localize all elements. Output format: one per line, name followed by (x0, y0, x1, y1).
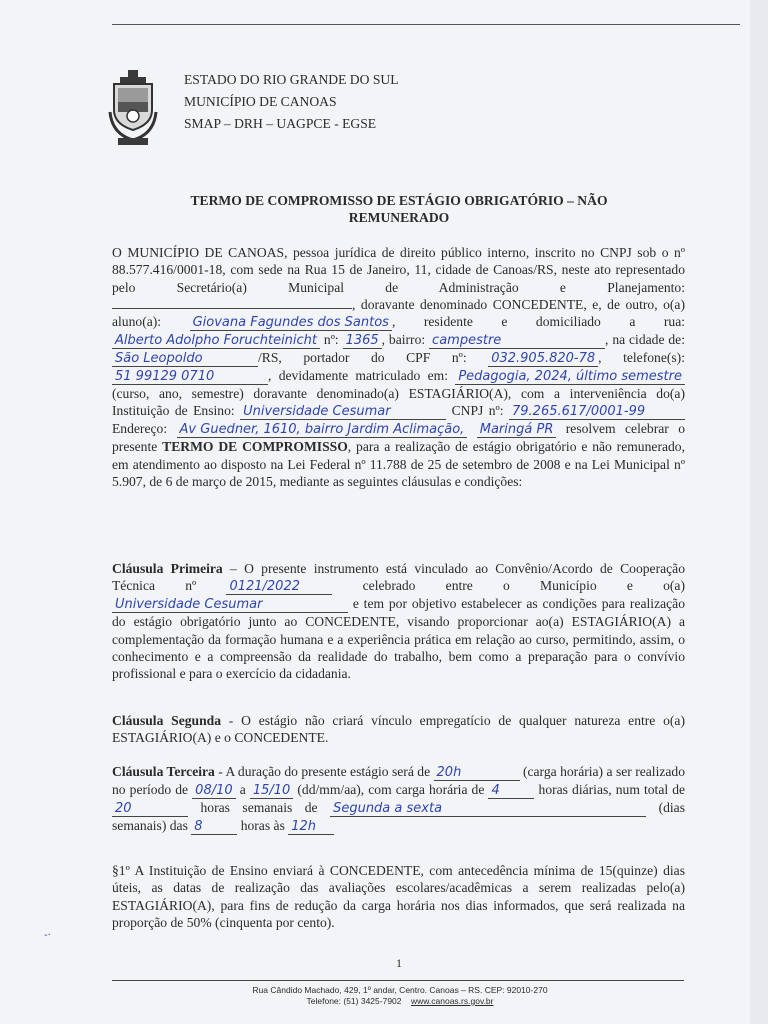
footer-rule (112, 980, 684, 981)
start-date-field: 08/10 (192, 784, 235, 799)
weekly-hours-field: 20 (112, 802, 188, 817)
header-state: ESTADO DO RIO GRANDE DO SUL (184, 72, 399, 87)
agreement-number-field: 0121/2022 (226, 580, 332, 595)
intro-text: , para a realização de estágio obrigatório e não remunerado, em atendimento ao disposto na Lei Federal nº 11.788 de 25 de setembro de 2008 e na Lei Municipal nº 5.907, de 6 de março de 2015, mediante as seguintes cláusulas e condições: (112, 439, 685, 490)
footer-contact (220, 996, 580, 1007)
address-field: Av Guedner, 1610, bairro Jardim Aclimação, (177, 423, 468, 438)
address-line-2-field: Maringá PR (477, 423, 557, 438)
start-time-field: 8 (191, 820, 237, 835)
intro-text: Endereço: (112, 421, 168, 437)
clause-text: a (239, 782, 246, 797)
intro-text: , bairro: (381, 332, 426, 348)
city-field: São Leopoldo (112, 352, 258, 367)
house-number-field: 1365 (343, 334, 382, 349)
end-time-field: 12h (288, 820, 334, 835)
clause-text: horas semanais de (200, 800, 318, 815)
clause-second-heading: Cláusula Segunda (112, 713, 222, 728)
total-hours-field: 20h (434, 766, 520, 781)
coat-of-arms-icon (108, 68, 158, 148)
cpf-field: 032.905.820-78 (488, 352, 598, 367)
footer-phone: Telefone: (51) 3425-7902 (306, 996, 402, 1006)
clause-text: - O estágio não criará vínculo empregatício de qualquer natureza entre o(a) ESTAGIÁRIO(A) e o CONCEDENTE. (112, 713, 685, 746)
clause-first-heading: Cláusula Primeira (112, 561, 223, 576)
agreement-term-name: TERMO DE COMPROMISSO (162, 439, 348, 455)
intro-text: , devidamente matriculado em: (268, 368, 449, 384)
clause-text: horas diárias, num total de (538, 782, 686, 797)
intro-text: , residente e domiciliado a rua: (391, 314, 685, 330)
footer (220, 985, 580, 1007)
cnpj-field: 79.265.617/0001-99 (509, 405, 685, 420)
header-municipality: MUNICÍPIO DE CANOAS (184, 94, 337, 109)
header-departments: SMAP – DRH – UAGPCE - EGSE (184, 116, 377, 131)
footer-website-link[interactable]: www.canoas.rs.gov.br (410, 996, 494, 1006)
title-line-1: TERMO DE COMPROMISSO DE ESTÁGIO OBRIGATÓRIO – NÃO (190, 193, 608, 208)
clause-text: (carga horária) a ser realizado no período de (112, 764, 686, 797)
clause-text: - A duração do presente estágio será de (214, 764, 431, 779)
street-field: Alberto Adolpho Foruchteinicht (112, 334, 320, 349)
clause-third (112, 763, 685, 835)
intro-paragraph (112, 244, 685, 490)
intro-text: /RS, portador do CPF nº: (258, 350, 467, 366)
clause-text: celebrado entre o Município e o(a) (362, 578, 685, 594)
institution-field: Universidade Cesumar (240, 405, 446, 420)
institution-header (184, 69, 399, 135)
clause-text: e tem por objetivo estabelecer as condições para realização do estágio obrigatório junto ao CONCEDENTE, visando proporcionar ao(a) ESTAGIÁRIO(A) a complementação da formação humana e a experiência prática em relação ao curso, permitindo, assim, o conhecimento e a compreensão da realidade do trabalho, bem como a preparação para o convívio profissional e para o exercício da cidadania. (112, 596, 685, 682)
end-date-field: 15/10 (250, 784, 293, 799)
intro-text: (curso, ano, semestre) doravante denominado(a) ESTAGIÁRIO(A), com a interveniência do(a) Instituição de Ensino: (112, 386, 685, 419)
course-field: Pedagogia, 2024, último semestre (455, 370, 685, 385)
footer-address: Rua Cândido Machado, 429, 1º andar, Centro. Canoas – RS. CEP: 92010-270 (252, 985, 548, 995)
intro-text: CNPJ nº: (451, 403, 504, 419)
weekdays-field: Segunda a sexta (330, 802, 646, 817)
document-title (112, 192, 686, 226)
agreement-institution-field: Universidade Cesumar (112, 598, 348, 613)
top-rule (112, 24, 740, 25)
clause-second (112, 712, 685, 747)
daily-hours-field: 4 (488, 784, 534, 799)
intro-text: resolvem celebrar o presente (112, 421, 685, 455)
phone-field: 51 99129 0710 (112, 370, 268, 385)
clause-text: (dd/mm/aa), com carga horária de (297, 782, 485, 797)
clause-first (112, 560, 685, 682)
paragraph-text: §1º A Instituição de Ensino enviará à CONCEDENTE, com antecedência mínima de 15(quinze) dias úteis, as datas de realização das avaliações escolares/acadêmicas a serem realizadas pelo(a) ESTAGIÁRIO(A), para fins de redução da carga horária nos dias informados, que será realizada na proporção de 50% (cinquenta por cento). (112, 863, 685, 930)
intro-text: , doravante denominado CONCEDENTE, e, de outro, o(a) aluno(a): (112, 296, 685, 330)
title-line-2: REMUNERADO (348, 210, 450, 225)
student-name-field: Giovana Fagundes dos Santos (190, 316, 392, 331)
secretary-blank (112, 298, 352, 309)
page-number: 1 (396, 956, 402, 970)
paragraph-first (112, 862, 685, 931)
clause-third-heading: Cláusula Terceira (112, 764, 215, 779)
district-field: campestre (429, 334, 605, 349)
clause-text: (dias semanais) das (112, 800, 686, 833)
intro-text: O MUNICÍPIO DE CANOAS, pessoa jurídica de direito público interno, inscrito no CNPJ sob o nº 88.577.416/0001-18, com sede na Rua 15 de Janeiro, 11, cidade de Canoas/RS, neste ato representado pelo Secretário(a) Municipal de Administração e Planejamento: (112, 245, 685, 295)
intro-text: , na cidade de: (605, 332, 685, 348)
intro-text: nº: (323, 332, 339, 348)
margin-ink-mark: -· (44, 930, 51, 941)
clause-text: – O presente instrumento está vinculado ao Convênio/Acordo de Cooperação Técnica nº (112, 561, 685, 594)
clause-text: horas às (240, 818, 285, 833)
intro-text: , telefone(s): (598, 350, 685, 366)
